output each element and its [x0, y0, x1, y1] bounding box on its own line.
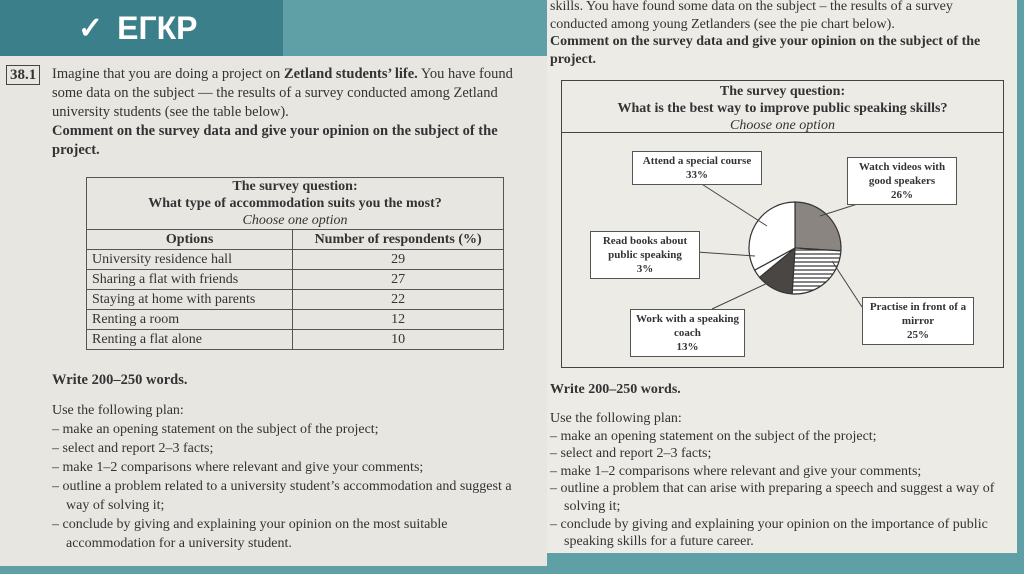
survey-table-header: [87, 178, 504, 230]
label-practise-mirror: [862, 297, 974, 345]
task-intro: [52, 65, 538, 160]
slice-label: Attend a special course: [642, 155, 752, 167]
slice-label: Work with a speaking coach: [636, 313, 739, 339]
answer-plan: [52, 401, 538, 553]
survey-title: The survey question:: [232, 179, 358, 194]
plan-title: Use the following plan:: [550, 411, 682, 426]
left-task-page: [0, 56, 547, 566]
table-row: [87, 290, 504, 310]
label-attend-course: [632, 151, 762, 185]
survey-question: What type of accommodation suits you the most?: [148, 196, 442, 211]
table-row: [87, 310, 504, 330]
row-value: 27: [293, 270, 504, 290]
right-task-page: [547, 0, 1017, 553]
slice-label: Watch videos with good speakers: [858, 161, 946, 187]
checkmark-icon: ✓: [78, 11, 104, 45]
slice-label: Practise in front of a mirror: [869, 301, 967, 327]
slice-value: 13%: [676, 341, 699, 353]
label-read-books: [590, 231, 700, 279]
col-options: Options: [87, 230, 293, 250]
survey-table: [86, 177, 504, 350]
banner-title: ЕГКР: [117, 9, 198, 46]
survey-choose: Choose one option: [242, 213, 348, 228]
row-option: Renting a flat alone: [87, 330, 293, 350]
plan-item: – make an opening statement on the subject of the project;: [550, 428, 877, 444]
slice-value: 3%: [636, 263, 654, 275]
chart-question: What is the best way to improve public speaking skills?: [617, 101, 948, 116]
right-intro-text: skills. You have found some data on the subject – the results of a survey conducted among young Zetlanders (see the pie chart below).: [550, 0, 953, 32]
table-row: [87, 330, 504, 350]
row-option: University residence hall: [87, 250, 293, 270]
slice-practise-mirror: [792, 248, 841, 294]
word-count-instruction: Write 200–250 words.: [52, 372, 188, 388]
row-option: Renting a room: [87, 310, 293, 330]
label-watch-videos: [847, 157, 957, 205]
leader-line: [712, 281, 772, 309]
row-option: Staying at home with parents: [87, 290, 293, 310]
slice-value: 25%: [907, 329, 929, 341]
col-number: Number of respondents (%): [293, 230, 504, 250]
plan-item: – make 1–2 comparisons where relevant and give your comments;: [52, 460, 424, 475]
slice-value: 26%: [891, 189, 913, 201]
row-value: 29: [293, 250, 504, 270]
plan-item: – select and report 2–3 facts;: [550, 446, 712, 462]
right-word-count: Write 200–250 words.: [550, 382, 681, 397]
intro-bold: Zetland students’ life.: [283, 66, 418, 82]
right-answer-plan: [550, 410, 1014, 551]
pie-chart-box: [561, 80, 1004, 368]
leader-line: [832, 261, 862, 307]
slice-label: Read books about public speaking: [602, 235, 688, 261]
plan-item: – conclude by giving and explaining your opinion on the most suitable accommodation for a university student.: [52, 517, 448, 551]
chart-title: The survey question:: [719, 84, 846, 99]
row-value: 10: [293, 330, 504, 350]
plan-item: – outline a problem related to a university student’s accommodation and suggest a way of solving it;: [52, 479, 512, 513]
task-number: 38.1: [6, 65, 40, 85]
label-speaking-coach: [630, 309, 745, 357]
header-banner: [0, 0, 283, 56]
plan-item: – make 1–2 comparisons where relevant and give your comments;: [550, 463, 922, 479]
intro-text-2: You have found some data on the subject — the results of a survey conducted among Zetland university students (see the table below).: [52, 66, 513, 120]
plan-item: – outline a problem that can arise with preparing a speech and suggest a way of solving it;: [550, 481, 995, 514]
plan-item: – conclude by giving and explaining your opinion on the importance of public speaking skills for a future career.: [550, 516, 988, 550]
slice-value: 33%: [686, 169, 708, 181]
right-comment: Comment on the survey data and give your opinion on the subject of the project.: [550, 34, 981, 67]
chart-choose: Choose one option: [730, 118, 835, 133]
row-option: Sharing a flat with friends: [87, 270, 293, 290]
plan-title: Use the following plan:: [52, 403, 184, 418]
plan-item: – select and report 2–3 facts;: [52, 441, 214, 456]
row-value: 12: [293, 310, 504, 330]
comment-instruction: Comment on the survey data and give your opinion on the subject of the project.: [52, 123, 498, 158]
slice-watch-videos: [795, 202, 841, 251]
table-row: [87, 270, 504, 290]
table-row: [87, 250, 504, 270]
plan-item: – make an opening statement on the subject of the project;: [52, 422, 379, 437]
row-value: 22: [293, 290, 504, 310]
intro-text-1: Imagine that you are doing a project on: [52, 66, 284, 82]
leader-line: [697, 181, 767, 226]
right-intro: [550, 0, 1012, 68]
